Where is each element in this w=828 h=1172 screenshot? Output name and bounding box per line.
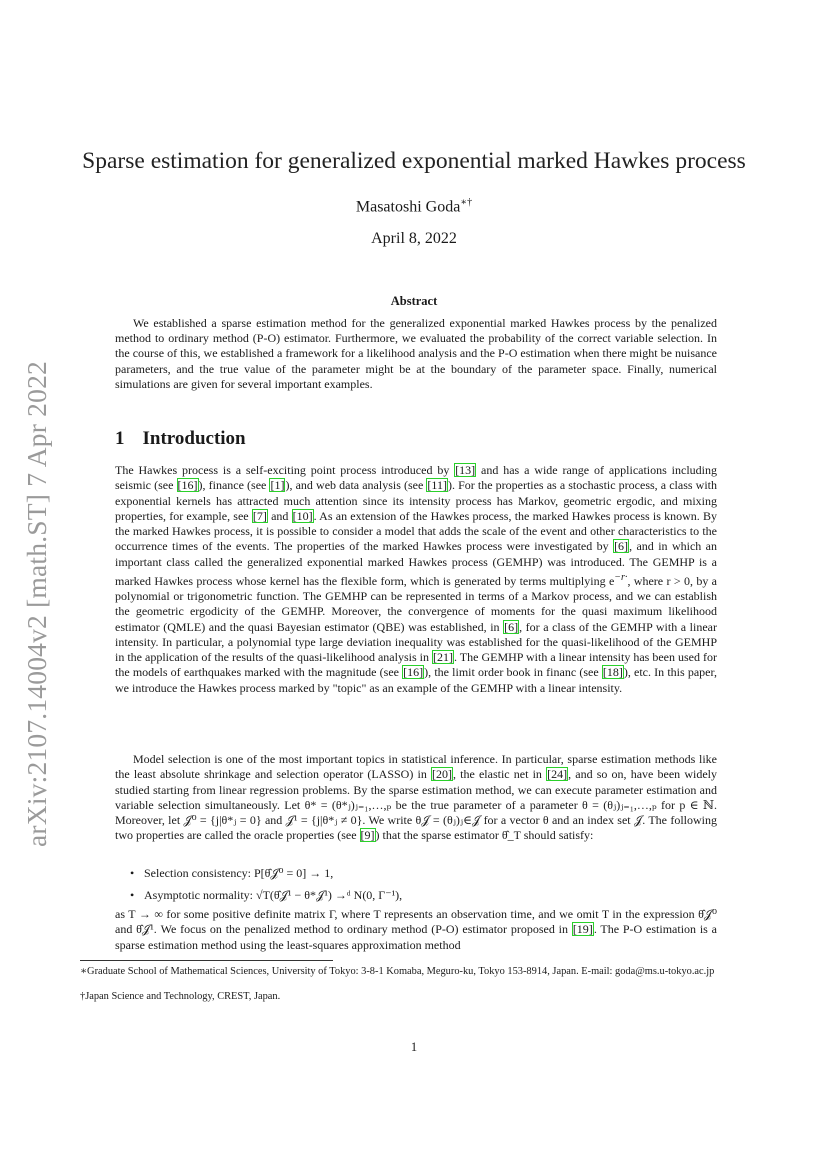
text-run: . The GEMHP with a linear intensity has been used for the models of earthquakes marked with the magnitude (see	[115, 650, 717, 680]
section-title: Introduction	[142, 428, 246, 449]
page-number: 1	[410, 1040, 418, 1054]
citation-link[interactable]: [13]	[455, 463, 476, 477]
text-run: Model selection is one of the most important topics in statistical inference. In particular, sparse estimation methods like the least absolute shrinkage and selection operator (LASSO) in	[115, 752, 717, 782]
text-run: ), etc. In this paper, we introduce the Hawkes process marked by "topic" as an example of the GEMHP with a linear intensity.	[115, 665, 718, 695]
section-number: 1	[115, 428, 125, 449]
citation-link[interactable]: [19]	[572, 922, 593, 937]
text-run: , and in which an important class called the generalized exponential marked Hawkes process (GEMHP) was introduced. The GEMHP is a marked Hawkes process whose kernel has the flexible form, which is generated by terms multiplying e	[115, 539, 718, 588]
citation-link[interactable]: [24]	[547, 767, 568, 782]
text-run: and	[267, 508, 292, 523]
text-run: ). For the properties as a stochastic process, a class with exponential kernels has attracted much attention since its intensity process has Markov, geometric ergodic, and mixing properties, for example, see	[115, 478, 717, 523]
text-run: ), finance (see	[198, 478, 270, 493]
text-run: , for a class of the GEMHP with a linear intensity. In particular, a polynomial type large deviation inequality was established for the quasi-likelihood of the GEMHP in the application of the results of the quasi-likelihood analysis in	[115, 619, 717, 664]
exponent-text: −r·	[614, 571, 628, 583]
citation-link[interactable]: [6]	[504, 619, 519, 634]
text-run: , the elastic net in	[453, 767, 547, 782]
citation-link[interactable]: [18]	[602, 665, 623, 680]
footnote-funding: †Japan Science and Technology, CREST, Japan.	[80, 991, 281, 1002]
citation-link[interactable]: [11]	[427, 478, 447, 493]
citation-link[interactable]: [9]	[360, 828, 375, 843]
arxiv-identifier: arXiv:2107.14004v2 [math.ST] 7 Apr 2022	[21, 361, 52, 847]
citation-link[interactable]: [7]	[252, 508, 267, 523]
text-run: , and so on, have been widely studied starting from linear regression problems. By the sparse estimation method, we can execute parameter estimation and variable selection simultaneously. Let θ* = (θ*ⱼ)ⱼ₌₁,…,ₚ be the true parameter of a parameter θ = (θⱼ)ⱼ₌₁,…,ₚ for p ∈ ℕ. Moreover, let 𝒥⁰ = {j|θ*ⱼ = 0} and 𝒥¹ = {j|θ*ⱼ ≠ 0}. We write θ𝒥 = (θⱼ)ⱼ∈𝒥 for a vector θ and an index set 𝒥. The following two properties are called the oracle properties (see	[115, 767, 717, 843]
section-heading	[115, 428, 246, 450]
footnote-divider	[80, 960, 333, 961]
text-run: . The P-O estimation is a sparse estimation method using the least-squares approximation method	[115, 922, 717, 952]
paper-date: April 8, 2022	[371, 230, 457, 247]
citation-link[interactable]: [16]	[177, 478, 198, 493]
citation-link[interactable]: [10]	[292, 508, 313, 523]
text-run: . As an extension of the Hawkes process, the marked Hawkes process is known. By the marked Hawkes process, it is possible to consider a model that adds the scale of the event and other characteristics to the occurrence times of the events. The properties of the marked Hawkes process were investigated by	[115, 508, 718, 554]
citation-link[interactable]: [1]	[270, 478, 285, 493]
abstract-heading: Abstract	[390, 294, 438, 308]
arxiv-stamp	[14, 318, 60, 890]
list-item: • Asymptotic normality: √T(θ̂𝒥¹ − θ*𝒥¹) →ᵈ N(0, Γ⁻¹),	[130, 884, 402, 906]
author-line	[0, 197, 828, 216]
oracle-properties-list	[130, 862, 402, 906]
author-name: Masatoshi Goda	[355, 198, 461, 216]
paper-title: Sparse estimation for generalized exponential marked Hawkes process	[82, 148, 746, 174]
citation-link[interactable]: [20]	[432, 767, 452, 782]
citation-link[interactable]: [21]	[433, 650, 453, 664]
text-run: as T → ∞ for some positive definite matrix Γ, where T represents an observation time, and we omit T in the expression θ̂𝒥⁰ and θ̂𝒥¹. We focus on the penalized method to ordinary method (P-O) estimator proposed in	[115, 907, 717, 937]
text-run: ), the limit order book in financ (see	[424, 665, 602, 680]
intro-paragraph-2	[115, 752, 717, 844]
text-run: ) that the sparse estimator θ̂_T should satisfy:	[375, 828, 594, 843]
intro-paragraph-1	[115, 463, 717, 696]
citation-link[interactable]: [16]	[403, 665, 424, 680]
citation-link[interactable]: [6]	[614, 539, 629, 554]
text-run: and has a wide range of applications including seismic (see	[115, 463, 718, 493]
abstract-text: We established a sparse estimation method for the generalized exponential marked Hawkes process by the penalized method to ordinary method (P-O) estimator. Furthermore, we evaluated the probability of the correct variable selection. In the course of this, we established a framework for a likelihood analysis and the P-O estimation when there might be nuisance parameters, and the true value of the parameter might be at the boundary of the parameter space. Finally, numerical simulations are given for several important examples.	[115, 316, 717, 391]
list-item: • Selection consistency: P[θ̂𝒥⁰ = 0] → 1,	[130, 862, 402, 884]
intro-paragraph-3	[115, 907, 717, 953]
author-footnote-marks: ∗†	[460, 197, 473, 208]
footnote-affiliation: ∗Graduate School of Mathematical Sciences, University of Tokyo: 3-8-1 Komaba, Meguro-ku, Tokyo 153-8914, Japan. E-mail: goda@ms.u-tokyo.ac.jp	[80, 966, 715, 977]
text-run: ), and web data analysis (see	[285, 478, 427, 493]
text-run: The Hawkes process is a self-exciting point process introduced by	[115, 463, 455, 477]
text-run: , where r > 0, by a polynomial or trigonometric function. The GEMHP can be represented in terms of a Markov process, and we can establish the geometric ergodicity of the GEMHP. Moreover, the convergence of moments for the quasi maximum likelihood estimator (QMLE) and the quasi Bayesian estimator (QBE) was established, in	[115, 573, 718, 634]
